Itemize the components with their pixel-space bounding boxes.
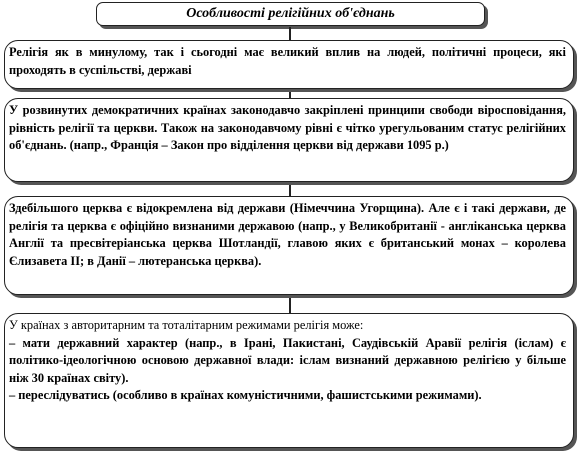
connector-line bbox=[289, 182, 291, 196]
box-item: – переслідуватись (особливо в країнах комуністичними, фашистськими режимами). bbox=[9, 388, 482, 403]
connector-line bbox=[289, 89, 291, 98]
connector-line bbox=[289, 295, 291, 313]
box-intro: У країнах з авторитарним та тоталітарним режимами релігія може: bbox=[9, 318, 364, 332]
feature-box-church-state-separation bbox=[4, 196, 574, 295]
box-text: Здебільшого церква є відокремлена від держави (Німеччина Угорщина). Але є і такі держави, де релігія та церква є офіційно визнаними державою (напр., у Великобританії - англіканська церква Англії та пресвітеріанська церква Шотландії, главою яких є британський монах – королева Єлизавета II; в Данії – лютеранська церква). bbox=[9, 201, 566, 268]
box-text: У розвинутих демократичних країнах законодавчо закріплені принципи свободи віросповідання, рівність релігії та церкви. Також на законодавчому рівні є чітко урегульованим статус релігійних об'єднань. (напр., Франція – Закон про відділення церкви від держави 1095 р.) bbox=[9, 103, 566, 153]
box-text: Релігія як в минулому, так і сьогодні має великий вплив на людей, політичні процеси, які проходять в суспільстві, державі bbox=[9, 45, 566, 77]
connector-line bbox=[289, 27, 291, 40]
feature-box-authoritarian-regimes bbox=[4, 313, 574, 448]
diagram-title: Особливості релігійних об'єднань bbox=[96, 2, 485, 26]
feature-box-democratic-countries bbox=[4, 98, 574, 182]
box-item: – мати державний характер (напр., в Ірані, Пакистані, Саудівській Аравії релігія (іслам) є політико-ідеологічною основою державної влади: іслам визнаний державною релігією у більше ніж 30 країнах світу). bbox=[9, 335, 566, 385]
feature-box-influence bbox=[4, 40, 574, 89]
